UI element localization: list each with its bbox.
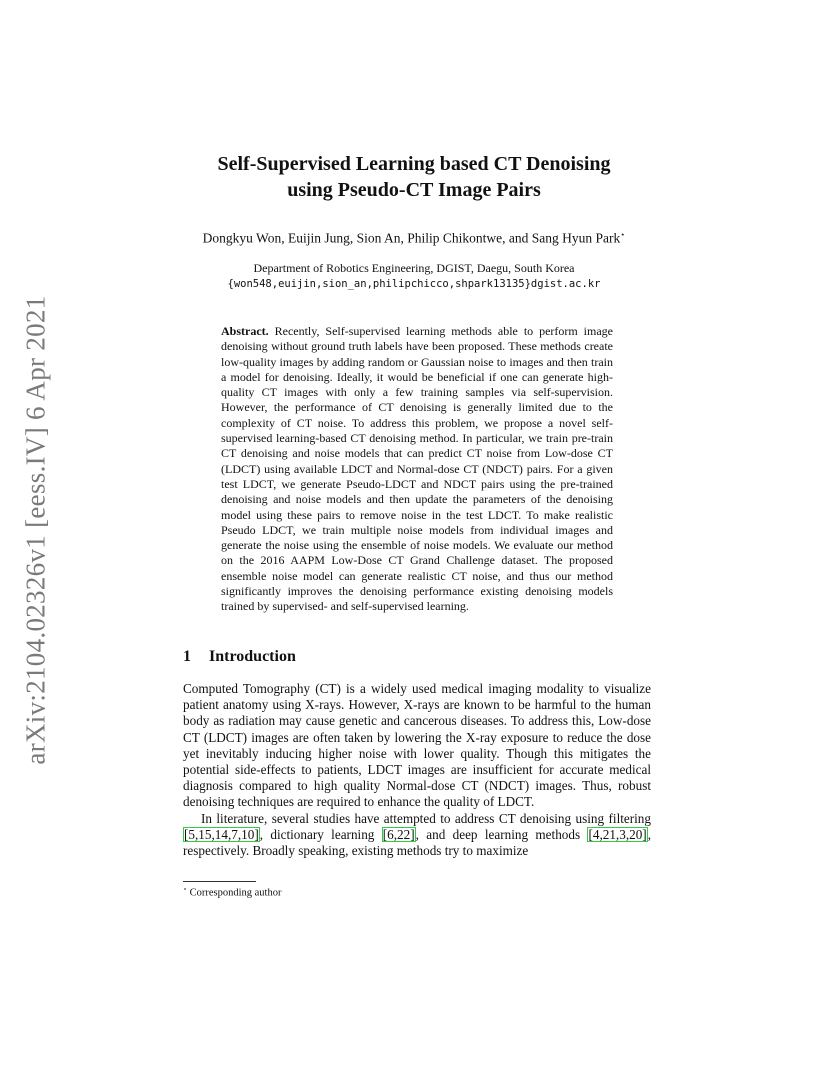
citation-link-1[interactable]: [5,15,14,7,10] [184,826,259,842]
footnote-divider [183,881,256,882]
paragraph-1: Computed Tomography (CT) is a widely used medical imaging modality to visualize patient anatomy using X-rays. However, X-rays are known to be harmful to the human body as radiation may cause genetic and cancerous diseases. To address this, Low-dose CT (LDCT) images are often taken by lowering the X-ray exposure to reduce the dose yet inevitably inducing higher noise with lower quality. Though this mitigates the potential side-effects to patients, LDCT images are insufficient for accurate medical diagnosis compared to high quality Normal-dose CT (NDCT) images. Thus, robust denoising techniques are required to enhance the quality of LDCT. [183,681,651,810]
para2-part-d: , respectively. Broadly speaking, existing methods try to maximize [183,826,651,859]
body-text [183,681,651,859]
arxiv-sidebar [14,290,58,770]
paragraph-2 [183,811,651,860]
paper-title [0,151,828,203]
footnote [183,886,281,899]
para2-part-a: In literature, several studies have attempted to address CT denoising using filtering [201,810,651,826]
abstract [221,324,613,615]
author-mark: ⋆ [620,230,626,239]
para2-part-b: , dictionary learning [259,826,382,842]
footnote-mark: ⋆ [183,886,187,893]
citation-link-3[interactable]: [4,21,3,20] [588,826,647,842]
para2-part-c: , and deep learning methods [415,826,588,842]
footnote-text: Corresponding author [189,887,282,899]
authors-text: Dongkyu Won, Euijin Jung, Sion An, Philip Chikontwe, and Sang Hyun Park [202,230,621,246]
author-list [0,229,828,247]
citation-link-2[interactable]: [6,22] [382,826,415,842]
affiliation: Department of Robotics Engineering, DGIST, Daegu, South Korea [253,261,575,275]
abstract-label: Abstract. [221,324,269,338]
title-line-2: using Pseudo-CT Image Pairs [287,179,541,201]
email-list: {won548,euijin,sion_an,philipchicco,shpark13135}dgist.ac.kr [227,278,601,290]
affiliation-block [0,260,828,292]
arxiv-identifier: arXiv:2104.02326v1 [eess.IV] 6 Apr 2021 [20,295,51,765]
section-heading [183,648,296,666]
section-title: Introduction [209,648,296,665]
abstract-text: Recently, Self-supervised learning methods able to perform image denoising without ground truth labels have been proposed. These methods create low-quality images by adding random or Gaussian noise to images and then train a model for denoising. Ideally, it would be beneficial if one can generate high-quality CT images with only a few training samples via self-supervision. However, the performance of CT denoising is generally limited due to the complexity of CT noise. To address this problem, we propose a novel self-supervised learning-based CT denoising method. In particular, we train pre-train CT denoising and noise models that can predict CT noise from Low-dose CT (LDCT) using available LDCT and Normal-dose CT (NDCT) pairs. For a given test LDCT, we generate Pseudo-LDCT and NDCT pairs using the pre-trained denoising and noise models and then update the parameters of the denoising model using these pairs to remove noise in the test LDCT. To make realistic Pseudo LDCT, we train multiple noise models from individual images and generate the noise using the ensemble of noise models. We evaluate our method on the 2016 AAPM Low-Dose CT Grand Challenge dataset. The proposed ensemble noise model can generate realistic CT noise, and thus our method significantly improves the denoising performance existing denoising models trained by supervised- and self-supervised learning. [221,324,614,614]
section-number: 1 [183,648,191,665]
title-line-1: Self-Supervised Learning based CT Denoising [217,153,611,175]
